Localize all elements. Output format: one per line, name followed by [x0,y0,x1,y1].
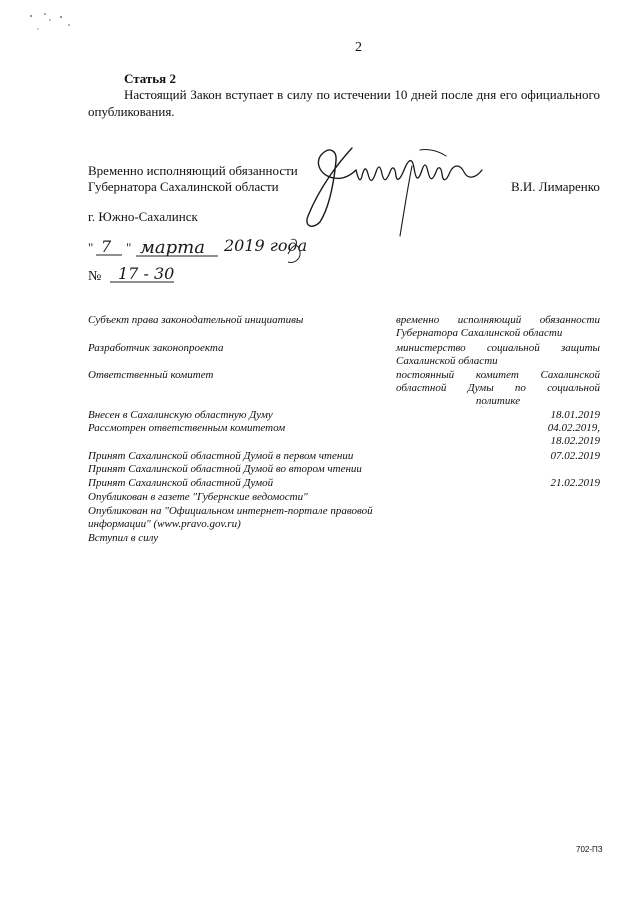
page-number: 2 [355,40,362,55]
date-year: 2019 года [224,236,308,255]
committee-value-line2: областной Думы по социальной [396,382,600,394]
scan-speckles [28,10,88,40]
adopted-label: Принят Сахалинской областной Думой [88,477,274,489]
article-text: Настоящий Закон вступает в силу по истечении 10 дней после дня его официального опубликования. [88,87,600,119]
svg-text:": " [88,240,94,255]
subject-value-line2: Губернатора Сахалинской области [396,327,563,339]
introduced-label: Внесен в Сахалинскую областную Думу [88,409,273,421]
city: г. Южно-Сахалинск [88,209,198,224]
handwritten-signature [300,126,500,246]
adopted-date: 21.02.2019 [550,477,600,489]
published-portal-line2: информации" (www.pravo.gov.ru) [88,518,241,530]
number-sign: № [88,269,102,284]
developer-value-line1: министерство социальной защиты [396,342,600,354]
svg-text:": " [126,240,132,255]
number-value: 17 - 30 [118,264,175,283]
document-number [88,262,198,288]
signatory-position-line1: Временно исполняющий обязанности [88,163,298,178]
reviewed-label: Рассмотрен ответственным комитетом [88,422,286,434]
developer-label: Разработчик законопроекта [88,342,224,354]
signatory-position [88,163,298,195]
signatory-position-line2: Губернатора Сахалинской области [88,179,279,194]
date-month: марта [140,237,205,258]
entered-force-label: Вступил в силу [88,532,159,544]
first-reading-date: 07.02.2019 [550,450,600,462]
committee-value-line3: политике [475,395,521,407]
published-portal-line1: Опубликован на "Официальном интернет-портале правовой [88,505,373,517]
subject-value-line1: временно исполняющий обязанности [396,314,600,326]
committee-label: Ответственный комитет [88,369,214,381]
article-title: Статья 2 [124,71,176,86]
footer-code: 702-ПЗ [576,845,603,854]
committee-value-line1: постоянный комитет Сахалинской [396,369,600,381]
reviewed-date-line2: 18.02.2019 [550,435,600,447]
published-newspaper-label: Опубликован в газете "Губернские ведомости" [88,491,308,503]
first-reading-label: Принят Сахалинской областной Думой в первом чтении [88,450,354,462]
second-reading-label: Принят Сахалинской областной Думой во втором чтении [88,463,362,475]
date-day: 7 [101,237,112,256]
introduced-date: 18.01.2019 [550,409,600,421]
subject-label: Субъект права законодательной инициативы [88,314,304,326]
signer-name: В.И. Лимаренко [511,179,600,194]
reviewed-date-line1: 04.02.2019, [547,422,600,434]
developer-value-line2: Сахалинской области [396,355,498,367]
